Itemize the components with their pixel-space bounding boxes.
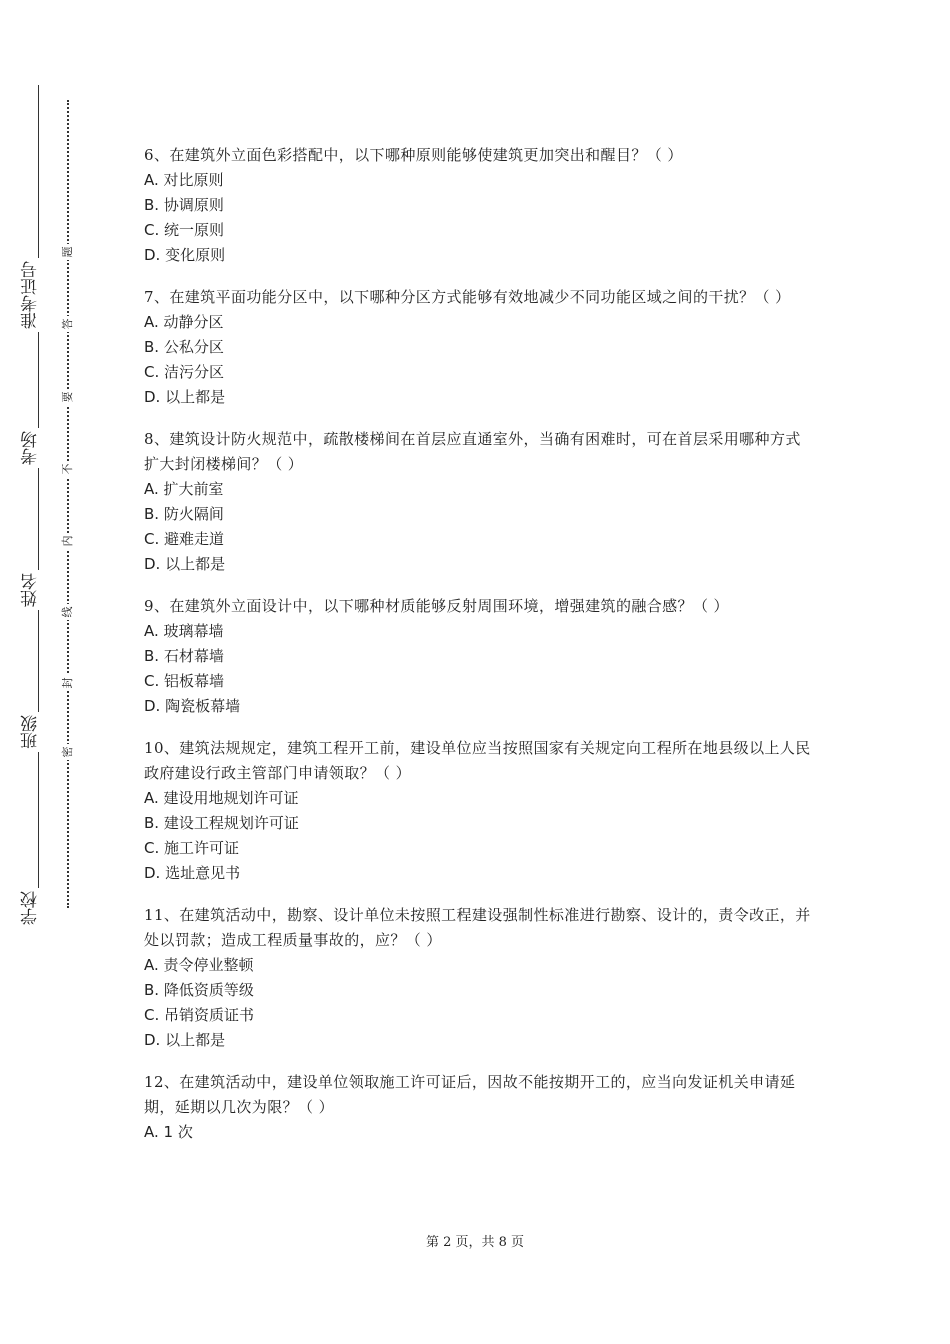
seal-char-da: 答: [61, 316, 75, 332]
option-c: C. 避难走道: [144, 530, 225, 548]
option-a: A. 1 次: [144, 1123, 193, 1141]
question-7: [144, 285, 814, 410]
question-text: 8、建筑设计防火规范中，疏散楼梯间在首层应直通室外，当确有困难时，可在首层采用哪种方式扩大封闭楼梯间？（ ）: [144, 430, 801, 473]
question-text: 9、在建筑外立面设计中，以下哪种材质能够反射周围环境，增强建筑的融合感？（ ）: [144, 597, 729, 615]
option-b: B. 降低资质等级: [144, 981, 254, 999]
option-d: D. 以上都是: [144, 388, 226, 406]
option-a: A. 建设用地规划许可证: [144, 789, 299, 807]
seal-char-nei: 内: [61, 533, 75, 549]
option-c: C. 施工许可证: [144, 839, 240, 857]
option-a: A. 玻璃幕墙: [144, 622, 224, 640]
option-b: B. 防火隔间: [144, 505, 224, 523]
seal-char-xian: 线: [61, 604, 75, 620]
binding-solid-line: [38, 85, 39, 915]
option-a: A. 责令停业整顿: [144, 956, 254, 974]
question-10: [144, 736, 814, 886]
binding-margin: [0, 0, 100, 1344]
seal-char-bu: 不: [61, 461, 75, 477]
question-list: [144, 143, 814, 1162]
option-c: C. 吊销资质证书: [144, 1006, 255, 1024]
option-b: B. 公私分区: [144, 338, 224, 356]
seal-dotted-line: [67, 100, 69, 908]
option-d: D. 选址意见书: [144, 864, 241, 882]
question-text: 12、在建筑活动中，建设单位领取施工许可证后，因故不能按期开工的，应当向发证机关申请延期，延期以几次为限？（ ）: [144, 1073, 796, 1116]
option-c: C. 铝板幕墙: [144, 672, 225, 690]
seal-char-mi: 密: [61, 744, 75, 760]
question-text: 11、在建筑活动中，勘察、设计单位未按照工程建设强制性标准进行勘察、设计的，责令改正，并处以罚款；造成工程质量事故的，应？（ ）: [144, 906, 811, 949]
question-8: [144, 427, 814, 577]
class-field-label: 班级: [22, 712, 54, 752]
question-text: 7、在建筑平面功能分区中，以下哪种分区方式能够有效地减少不同功能区域之间的干扰？（ ）: [144, 288, 791, 306]
question-12: [144, 1070, 814, 1145]
option-b: B. 协调原则: [144, 196, 224, 214]
option-a: A. 动静分区: [144, 313, 224, 331]
option-d: D. 以上都是: [144, 1031, 226, 1049]
option-a: A. 扩大前室: [144, 480, 224, 498]
question-text: 6、在建筑外立面色彩搭配中，以下哪种原则能够使建筑更加突出和醒目？（ ）: [144, 146, 683, 164]
seal-char-yao: 要: [61, 389, 75, 405]
seal-char-ti: 题: [61, 244, 75, 260]
school-field-label: 学校: [22, 888, 54, 928]
question-11: [144, 903, 814, 1053]
option-d: D. 以上都是: [144, 555, 226, 573]
option-a: A. 对比原则: [144, 171, 224, 189]
exam-room-field-label: 考场: [22, 428, 54, 468]
option-b: B. 石材幕墙: [144, 647, 224, 665]
option-c: C. 洁污分区: [144, 363, 225, 381]
page-number-footer: 第 2 页，共 8 页: [425, 1235, 525, 1250]
seal-char-feng: 封: [61, 675, 75, 691]
question-6: [144, 143, 814, 268]
option-c: C. 统一原则: [144, 221, 225, 239]
option-b: B. 建设工程规划许可证: [144, 814, 299, 832]
exam-id-field-label: 准考证号: [22, 258, 54, 332]
name-field-label: 姓名: [22, 570, 54, 610]
option-d: D. 变化原则: [144, 246, 226, 264]
question-text: 10、建筑法规规定，建筑工程开工前，建设单位应当按照国家有关规定向工程所在地县级以上人民政府建设行政主管部门申请领取？（ ）: [144, 739, 811, 782]
question-9: [144, 594, 814, 719]
option-d: D. 陶瓷板幕墙: [144, 697, 241, 715]
